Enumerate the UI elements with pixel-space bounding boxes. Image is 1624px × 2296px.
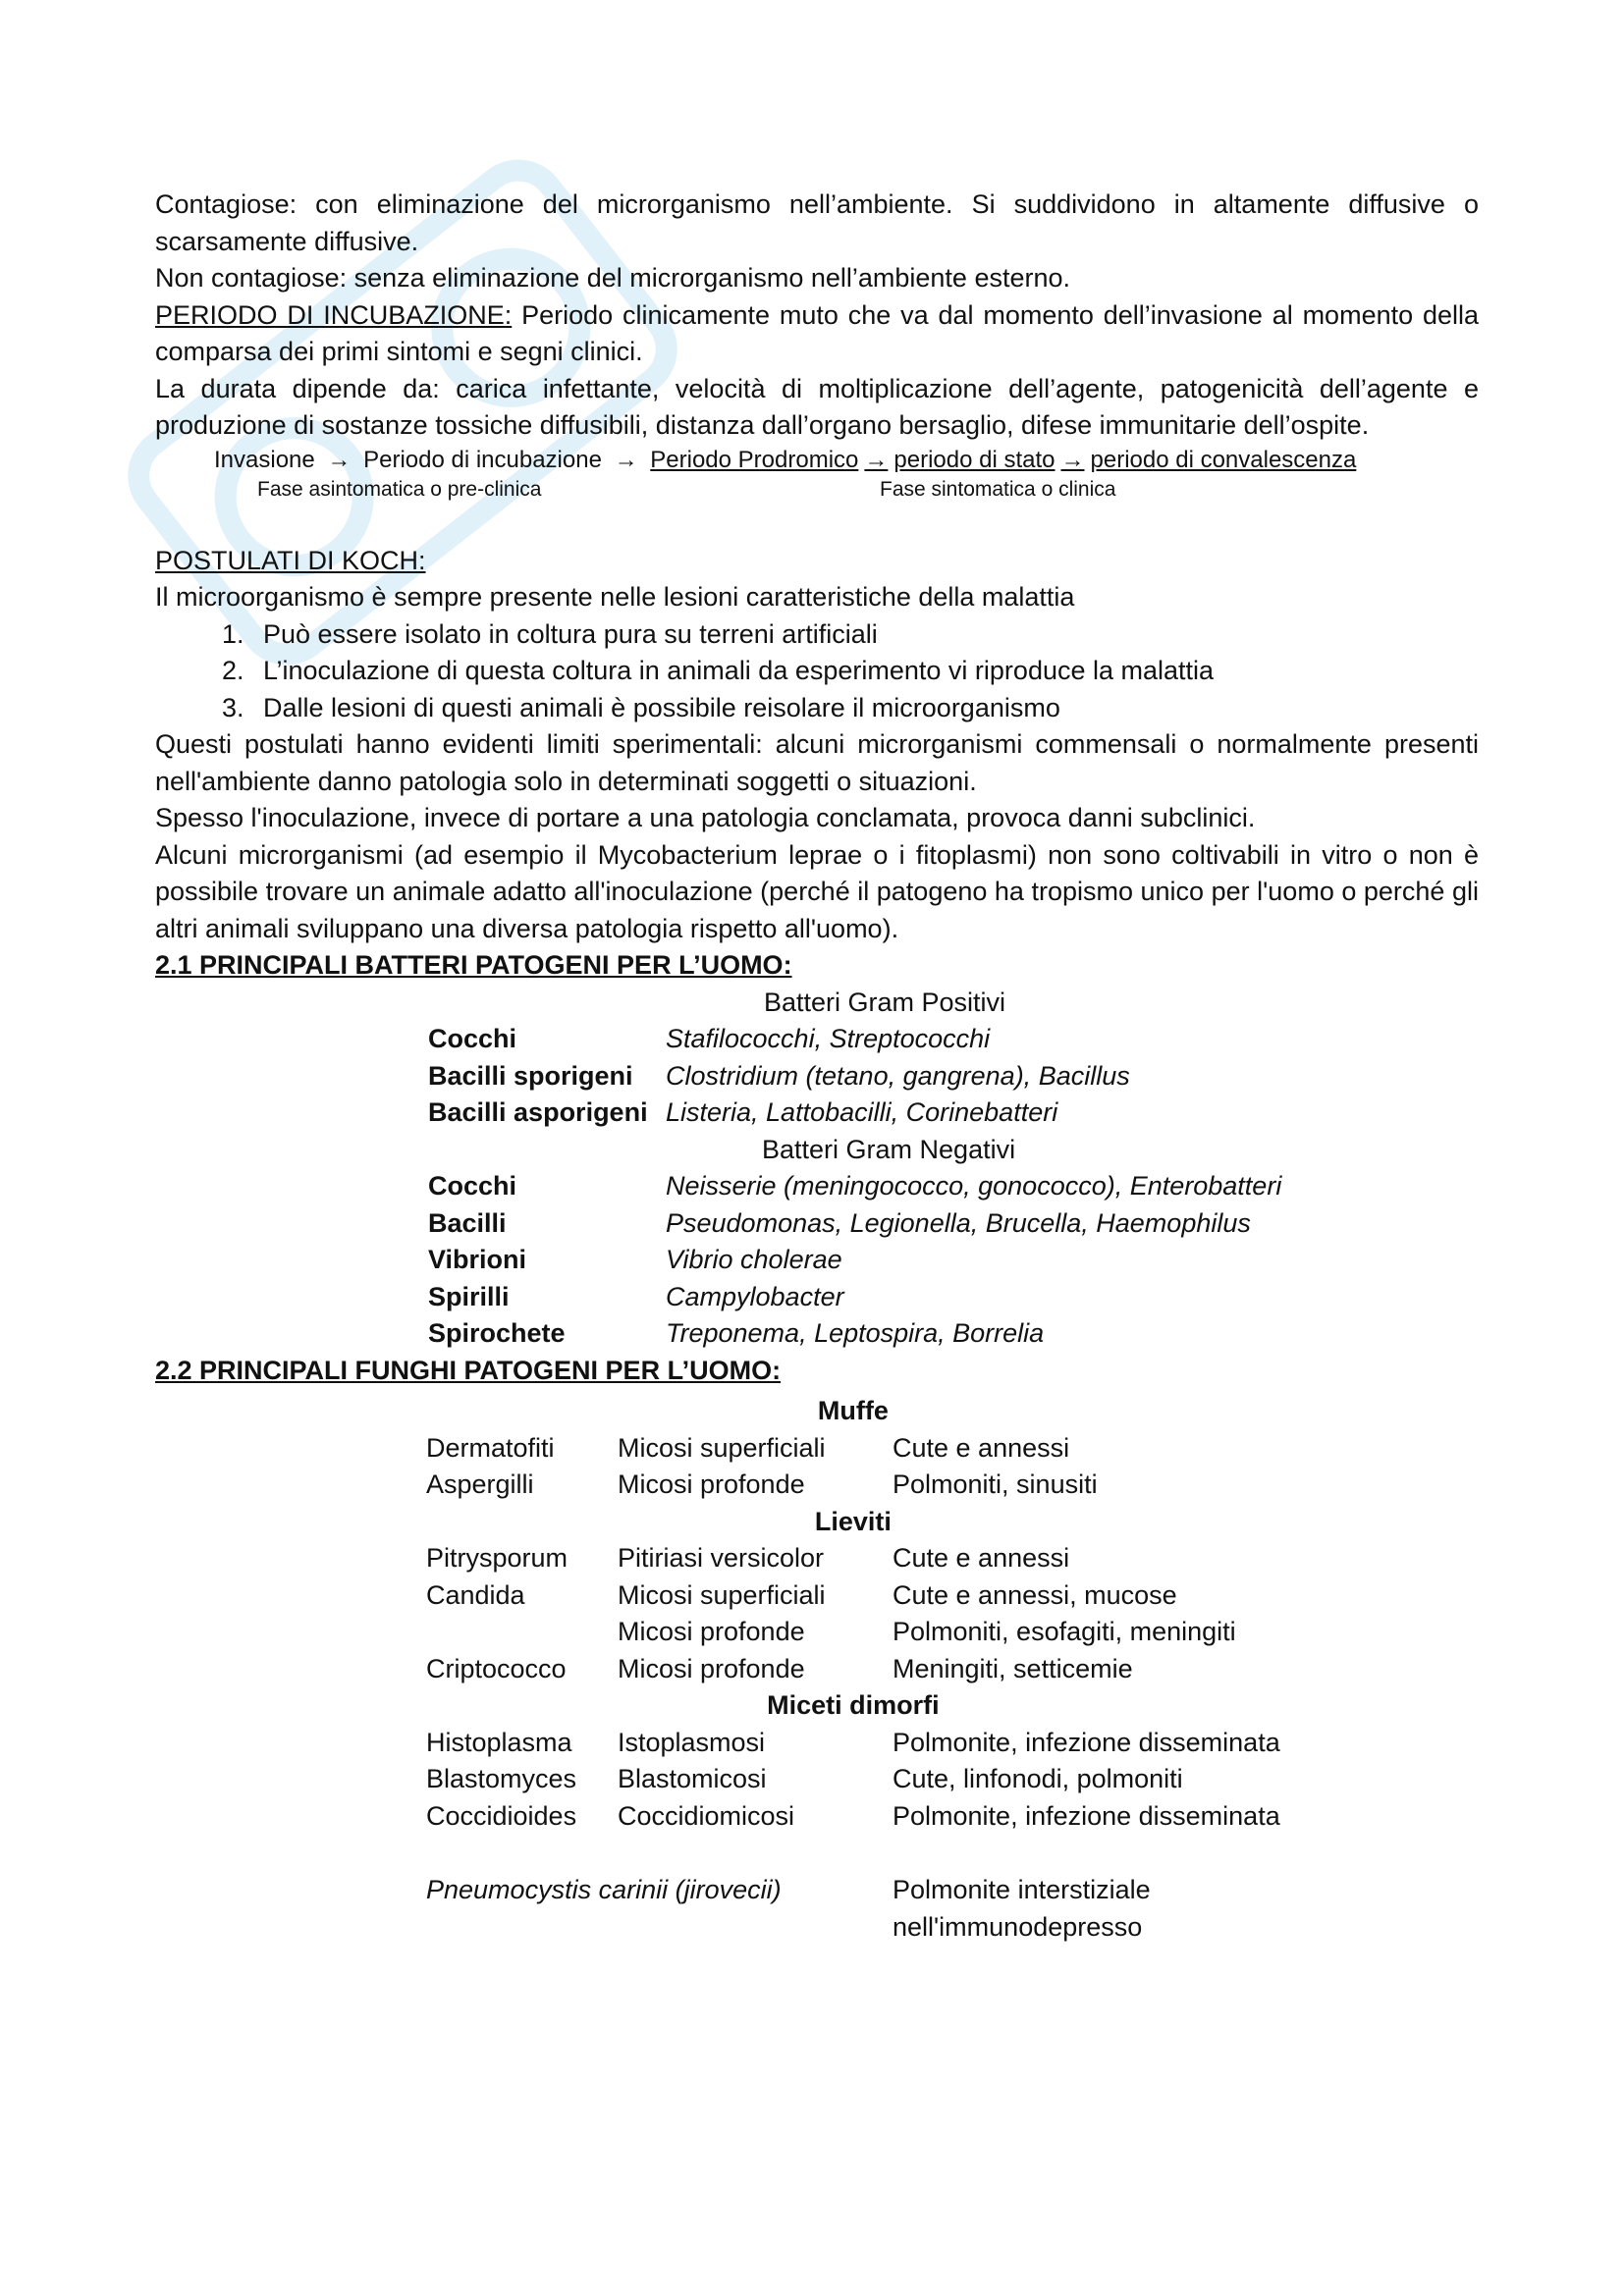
bacteria-category: Cocchi bbox=[428, 1024, 517, 1053]
lieviti-heading: Lieviti bbox=[814, 1506, 892, 1536]
disease-flow bbox=[214, 445, 1479, 476]
paragraph-non-contagiose: Non contagiose: senza eliminazione del microrganismo nell’ambiente esterno. bbox=[155, 263, 1071, 293]
bacteria-category: Spirochete bbox=[428, 1318, 566, 1348]
table-row bbox=[426, 1651, 1280, 1688]
fungus-name: Aspergilli bbox=[426, 1469, 534, 1499]
fungi-section-title: 2.2 PRINCIPALI FUNGHI PATOGENI PER L’UOMO: bbox=[155, 1355, 782, 1385]
fungus-name: Criptococco bbox=[426, 1653, 567, 1683]
fungus-site: Cute e annessi bbox=[893, 1543, 1070, 1573]
fungus-disease: Micosi superficiali bbox=[618, 1432, 826, 1463]
bacteria-category: Bacilli sporigeni bbox=[428, 1060, 633, 1091]
fungus-name: Histoplasma bbox=[426, 1727, 572, 1757]
fungus-disease: Blastomicosi bbox=[618, 1764, 767, 1793]
fungus-name: Coccidioides bbox=[426, 1800, 577, 1831]
document-page bbox=[155, 187, 1479, 1946]
koch-limiti: Questi postulati hanno evidenti limiti sperimentali: alcuni microrganismi commensali o normalmente presenti nell'ambiente danno patologia solo in determinati soggetti o situazioni. bbox=[155, 729, 1479, 796]
fungus-disease: Micosi profonde bbox=[618, 1469, 805, 1499]
table-row bbox=[426, 1614, 1280, 1651]
flow-step: periodo di convalescenza bbox=[1090, 446, 1357, 473]
bacteria-examples: Campylobacter bbox=[666, 1281, 844, 1311]
bacteria-examples: Treponema, Leptospira, Borrelia bbox=[666, 1318, 1045, 1348]
bacteria-category: Bacilli bbox=[428, 1207, 507, 1238]
fungus-disease: Micosi profonde bbox=[618, 1617, 805, 1646]
phase-asintomatica: Fase asintomatica o pre-clinica bbox=[257, 477, 542, 501]
fungus-site: Cute e annessi, mucose bbox=[893, 1579, 1177, 1610]
table-row bbox=[428, 1205, 1281, 1243]
fungus-disease: Pitiriasi versicolor bbox=[618, 1543, 825, 1573]
table-row bbox=[426, 1798, 1280, 1836]
table-row bbox=[428, 1021, 1281, 1058]
paragraph-contagiose: Contagiose: con eliminazione del microrganismo nell’ambiente. Si suddividono in altamente diffusive o scarsamente diffusive. bbox=[155, 189, 1479, 256]
koch-list bbox=[155, 616, 1479, 727]
arrow-right-icon: → bbox=[614, 446, 638, 473]
bacteria-examples: Listeria, Lattobacilli, Corinebatteri bbox=[666, 1097, 1058, 1127]
pneumocystis-site-line: Polmonite interstiziale bbox=[893, 1875, 1151, 1904]
bacteria-examples: Clostridium (tetano, gangrena), Bacillus bbox=[666, 1060, 1130, 1091]
fungus-disease: Istoplasmosi bbox=[618, 1727, 766, 1757]
table-row bbox=[428, 1279, 1281, 1316]
pneumocystis-row bbox=[426, 1872, 1479, 1946]
arrow-right-icon: → bbox=[1060, 446, 1085, 473]
fungus-site: Meningiti, setticemie bbox=[893, 1653, 1133, 1683]
flow-phases bbox=[155, 476, 1479, 506]
pneumocystis-site bbox=[893, 1872, 1305, 1946]
bacteria-examples: Neisserie (meningococco, gonococco), Enterobatteri bbox=[666, 1171, 1282, 1201]
koch-coltivabili: Alcuni microrganismi (ad esempio il Mycobacterium leprae o i fitoplasmi) non sono coltivabili in vitro o non è possibile trovare un animale adatto all'inoculazione (perché il patogeno ha tropismo unico per l'uomo o perché gli altri animali sviluppano una diversa patologia rispetto all'uomo). bbox=[155, 839, 1479, 943]
gram-negative-heading: Batteri Gram Negativi bbox=[762, 1134, 1016, 1164]
table-row bbox=[428, 1242, 1281, 1279]
table-row bbox=[426, 1540, 1280, 1577]
table-row bbox=[426, 1467, 1280, 1504]
incubazione-label: PERIODO DI INCUBAZIONE: bbox=[155, 299, 513, 330]
bacteria-examples: Vibrio cholerae bbox=[666, 1245, 842, 1274]
koch-title: POSTULATI DI KOCH: bbox=[155, 545, 426, 575]
bacteria-category: Bacilli asporigeni bbox=[428, 1097, 648, 1127]
flow-step: Periodo di incubazione bbox=[363, 446, 602, 473]
paragraph-incubazione bbox=[155, 297, 1479, 371]
bacteria-section-title: 2.1 PRINCIPALI BATTERI PATOGENI PER L’UOMO: bbox=[155, 950, 792, 980]
table-row bbox=[428, 1315, 1281, 1353]
fungus-disease: Micosi superficiali bbox=[618, 1579, 826, 1610]
pneumocystis-site-line: nell'immunodepresso bbox=[893, 1911, 1143, 1942]
phase-sintomatica: Fase sintomatica o clinica bbox=[880, 477, 1116, 501]
bacteria-category: Spirilli bbox=[428, 1281, 510, 1311]
flow-step: Periodo Prodromico bbox=[650, 446, 859, 473]
table-row bbox=[426, 1577, 1280, 1615]
pneumocystis-name: Pneumocystis carinii (jirovecii) bbox=[426, 1875, 782, 1904]
fungus-disease: Micosi profonde bbox=[618, 1653, 805, 1683]
bacteria-category: Vibrioni bbox=[428, 1245, 527, 1274]
fungus-site: Polmonite, infezione disseminata bbox=[893, 1727, 1280, 1757]
fungus-site: Cute e annessi bbox=[893, 1432, 1070, 1463]
list-item: 3. Dalle lesioni di questi animali è possibile reisolare il microorganismo bbox=[251, 690, 1479, 727]
table-row bbox=[426, 1761, 1280, 1798]
bacteria-category: Cocchi bbox=[428, 1171, 517, 1201]
table-row bbox=[426, 1430, 1280, 1468]
flow-step: Invasione bbox=[214, 446, 315, 473]
fungi-table bbox=[426, 1393, 1280, 1835]
arrow-right-icon: → bbox=[864, 446, 889, 473]
fungus-name: Dermatofiti bbox=[426, 1432, 555, 1463]
fungus-name: Blastomyces bbox=[426, 1764, 577, 1793]
fungus-name: Pitrysporum bbox=[426, 1543, 568, 1573]
incubazione-text: Periodo clinicamente muto che va dal momento dell’invasione al momento della comparsa dei primi sintomi e segni clinici. bbox=[155, 299, 1480, 366]
fungus-name bbox=[426, 1614, 618, 1651]
table-row bbox=[426, 1725, 1280, 1762]
bacteria-examples: Stafilococchi, Streptococchi bbox=[666, 1024, 991, 1053]
koch-subclinici: Spesso l'inoculazione, invece di portare a una patologia conclamata, provoca danni subclinici. bbox=[155, 803, 1256, 832]
list-item: 2. L’inoculazione di questa coltura in animali da esperimento vi riproduce la malattia bbox=[251, 653, 1479, 690]
table-row bbox=[428, 1168, 1281, 1205]
fungus-disease: Coccidiomicosi bbox=[618, 1800, 795, 1831]
fungus-site: Polmoniti, esofagiti, meningiti bbox=[893, 1617, 1236, 1646]
paragraph-durata: La durata dipende da: carica infettante, velocità di moltiplicazione dell’agente, patogenicità dell’agente e produzione di sostanze tossiche diffusibili, distanza dall’organo bersaglio, difese immunitarie dell’ospite. bbox=[155, 373, 1479, 440]
muffe-heading: Muffe bbox=[817, 1396, 889, 1425]
list-item: 1. Può essere isolato in coltura pura su terreni artificiali bbox=[251, 616, 1479, 654]
fungus-site: Polmonite, infezione disseminata bbox=[893, 1800, 1280, 1831]
flow-clinical-group bbox=[650, 447, 1356, 473]
arrow-right-icon: → bbox=[327, 446, 352, 473]
dimorfi-heading: Miceti dimorfi bbox=[767, 1690, 940, 1720]
bacteria-examples: Pseudomonas, Legionella, Brucella, Haemophilus bbox=[666, 1207, 1251, 1238]
table-row bbox=[428, 1095, 1281, 1132]
table-row bbox=[428, 1058, 1281, 1095]
fungus-name: Candida bbox=[426, 1579, 525, 1610]
fungus-site: Polmoniti, sinusiti bbox=[893, 1469, 1098, 1499]
fungus-site: Cute, linfonodi, polmoniti bbox=[893, 1764, 1183, 1793]
flow-step: periodo di stato bbox=[893, 446, 1056, 473]
bacteria-table bbox=[428, 985, 1281, 1353]
gram-positive-heading: Batteri Gram Positivi bbox=[764, 987, 1006, 1017]
koch-intro: Il microorganismo è sempre presente nelle lesioni caratteristiche della malattia bbox=[155, 582, 1075, 612]
